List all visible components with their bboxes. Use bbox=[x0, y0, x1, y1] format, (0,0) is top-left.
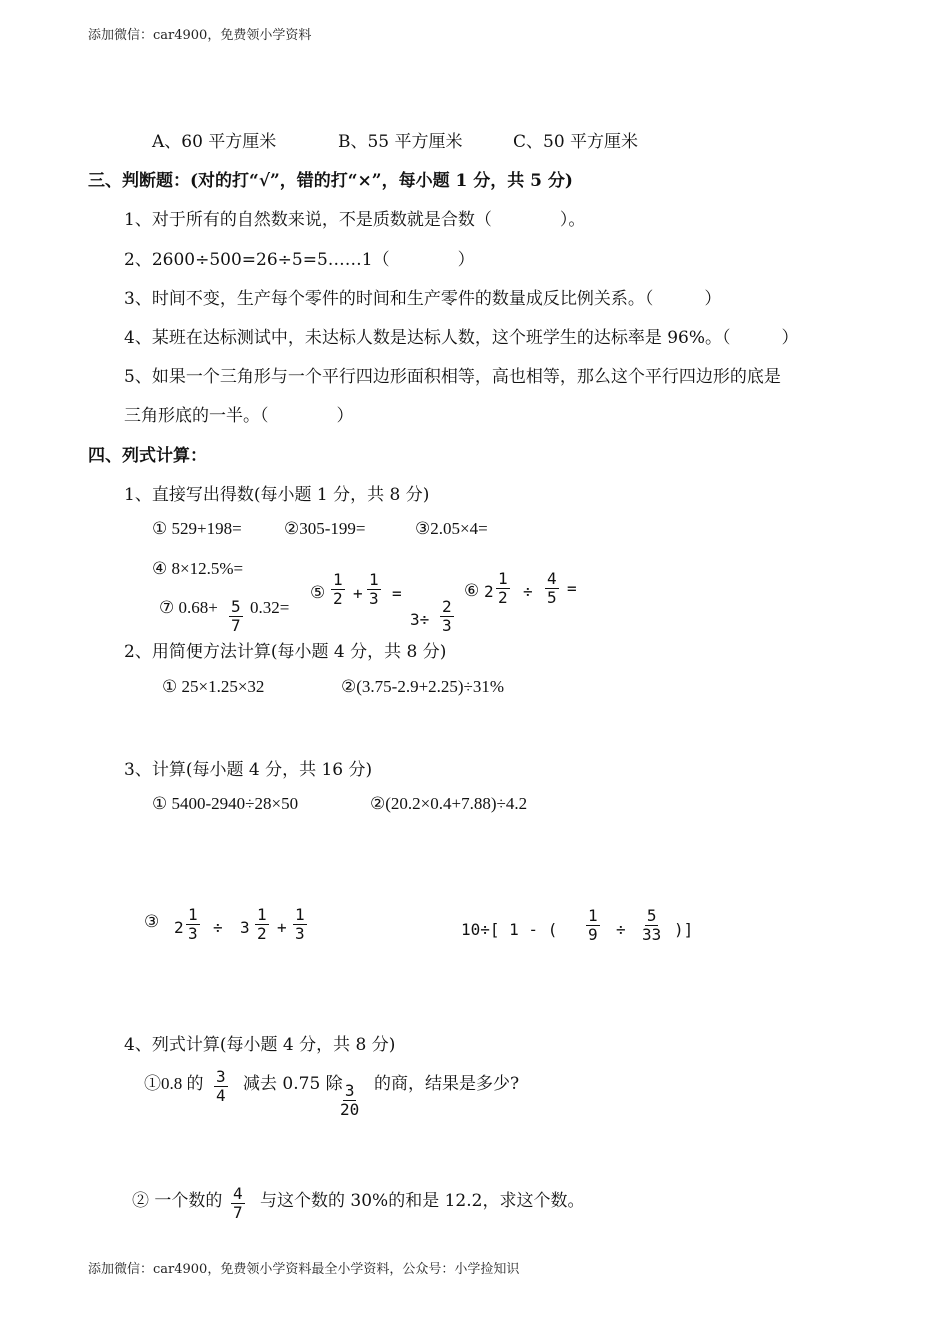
judge-item-5-cont: 三角形底的一半。（ ） bbox=[124, 406, 354, 426]
frac-num: 1 bbox=[257, 905, 267, 924]
q4-p1-c: 的商，结果是多少? bbox=[374, 1074, 520, 1094]
judge-item-1: 1、对于所有的自然数来说，不是质数就是合数（ ）。 bbox=[124, 210, 586, 230]
q1-div-a: 3÷ bbox=[410, 610, 430, 629]
q1-p5-mark: ⑤ bbox=[310, 583, 326, 602]
q4-title: 4、列式计算(每小题 4 分，共 8 分) bbox=[124, 1035, 396, 1055]
q1-p7-frac bbox=[229, 598, 243, 635]
choice-c: C、50 平方厘米 bbox=[513, 132, 639, 152]
frac-num: 1 bbox=[333, 570, 343, 589]
q3-p2: ②(20.2×0.4+7.88)÷4.2 bbox=[370, 794, 528, 813]
frac-den: 3 bbox=[295, 924, 305, 943]
q4-p1-b: 减去 0.75 除 bbox=[243, 1074, 343, 1094]
frac-num: 2 bbox=[442, 597, 452, 616]
q3-p4-b: )] bbox=[674, 920, 694, 939]
section4-title: 四、列式计算： bbox=[88, 446, 207, 466]
q3-p3-frac2 bbox=[255, 906, 269, 943]
frac-num: 4 bbox=[547, 569, 557, 588]
q3-title: 3、计算(每小题 4 分，共 16 分) bbox=[124, 760, 373, 780]
q3-p3-frac3 bbox=[293, 906, 307, 943]
frac-den: 3 bbox=[188, 924, 198, 943]
section3-title: 三、判断题：(对的打“√”，错的打“×”，每小题 1 分，共 5 分) bbox=[88, 171, 573, 191]
q1-p7-b: 0.32= bbox=[250, 598, 290, 617]
q1-p4: ④ 8×12.5%= bbox=[152, 559, 244, 578]
frac-den: 20 bbox=[340, 1100, 360, 1119]
page-footer: 添加微信：car4900，免费领小学资料最全小学资料，公众号：小学捡知识 bbox=[88, 1262, 520, 1277]
q2-p1: ① 25×1.25×32 bbox=[162, 677, 265, 696]
frac-den: 2 bbox=[333, 589, 343, 608]
q1-p3: ③2.05×4= bbox=[415, 519, 488, 538]
q3-p4-div: ÷ bbox=[616, 920, 626, 939]
frac-num: 5 bbox=[231, 597, 241, 616]
frac-den: 5 bbox=[547, 588, 557, 607]
q3-p3-div: ÷ bbox=[213, 918, 223, 937]
q3-p3-mark: ③ bbox=[144, 912, 160, 931]
choice-b: B、55 平方厘米 bbox=[338, 132, 463, 152]
frac-den: 7 bbox=[233, 1203, 243, 1222]
q2-title: 2、用简便方法计算(每小题 4 分，共 8 分) bbox=[124, 642, 447, 662]
q1-p5-eq: = bbox=[392, 584, 402, 603]
page-header: 添加微信：car4900，免费领小学资料 bbox=[88, 28, 312, 43]
q1-p6-mark: ⑥ bbox=[464, 581, 480, 600]
q3-p3-frac1 bbox=[186, 906, 200, 943]
q4-p1-frac2 bbox=[338, 1082, 361, 1119]
judge-item-2: 2、2600÷500=26÷5=5……1（ ） bbox=[124, 250, 475, 270]
judge-item-4: 4、某班在达标测试中，未达标人数是达标人数，这个班学生的达标率是 96%。（ ） bbox=[124, 328, 799, 348]
frac-den: 9 bbox=[588, 925, 598, 944]
q4-p2-b: 与这个数的 30%的和是 12.2，求这个数。 bbox=[260, 1191, 585, 1211]
q1-title: 1、直接写出得数(每小题 1 分，共 8 分) bbox=[124, 485, 430, 505]
judge-item-5: 5、如果一个三角形与一个平行四边形面积相等，高也相等，那么这个平行四边形的底是 bbox=[124, 367, 781, 387]
frac-num: 4 bbox=[233, 1184, 243, 1203]
frac-den: 4 bbox=[216, 1086, 226, 1105]
q1-p6-eq: = bbox=[567, 579, 577, 598]
frac-num: 1 bbox=[588, 906, 598, 925]
q4-p1-a: ①0.8 的 bbox=[144, 1074, 204, 1093]
q1-p6-div: ÷ bbox=[523, 582, 533, 601]
q1-p5-plus: + bbox=[353, 584, 363, 603]
frac-den: 2 bbox=[257, 924, 267, 943]
q3-p1: ① 5400-2940÷28×50 bbox=[152, 794, 299, 813]
q1-div-frac bbox=[440, 598, 454, 635]
q4-p2-frac bbox=[231, 1185, 245, 1222]
q1-p6-frac1 bbox=[496, 570, 510, 607]
q4-p2-a: ② 一个数的 bbox=[132, 1191, 223, 1211]
q3-p3-w2: 3 bbox=[240, 918, 250, 937]
q4-p1-frac1 bbox=[214, 1068, 228, 1105]
frac-num: 1 bbox=[369, 570, 379, 589]
q3-p3-plus: + bbox=[277, 918, 287, 937]
q3-p4-frac1 bbox=[586, 907, 600, 944]
frac-num: 3 bbox=[216, 1067, 226, 1086]
frac-den: 3 bbox=[369, 589, 379, 608]
q3-p3-w1: 2 bbox=[174, 918, 184, 937]
q2-p2: ②(3.75-2.9+2.25)÷31% bbox=[341, 677, 505, 696]
frac-num: 1 bbox=[295, 905, 305, 924]
q1-p6-whole: 2 bbox=[484, 582, 494, 601]
frac-num: 5 bbox=[646, 906, 657, 925]
q3-p4-frac2 bbox=[640, 907, 663, 944]
frac-num: 1 bbox=[188, 905, 198, 924]
choice-a: A、60 平方厘米 bbox=[152, 132, 277, 152]
q1-p2: ②305-199= bbox=[284, 519, 366, 538]
q1-p1: ① 529+198= bbox=[152, 519, 242, 538]
q1-p6-frac2 bbox=[545, 570, 559, 607]
frac-num: 3 bbox=[344, 1081, 355, 1100]
judge-item-3: 3、时间不变，生产每个零件的时间和生产零件的数量成反比例关系。（ ） bbox=[124, 289, 722, 309]
frac-num: 1 bbox=[498, 569, 508, 588]
frac-den: 2 bbox=[498, 588, 508, 607]
q1-p5-frac1 bbox=[331, 571, 345, 608]
frac-den: 3 bbox=[442, 616, 452, 635]
q1-p5-frac2 bbox=[367, 571, 381, 608]
q3-p4-a: 10÷[ 1 - ( bbox=[461, 920, 558, 939]
q1-p7-a: ⑦ 0.68+ bbox=[159, 598, 218, 617]
frac-den: 7 bbox=[231, 616, 241, 635]
frac-den: 33 bbox=[642, 925, 662, 944]
